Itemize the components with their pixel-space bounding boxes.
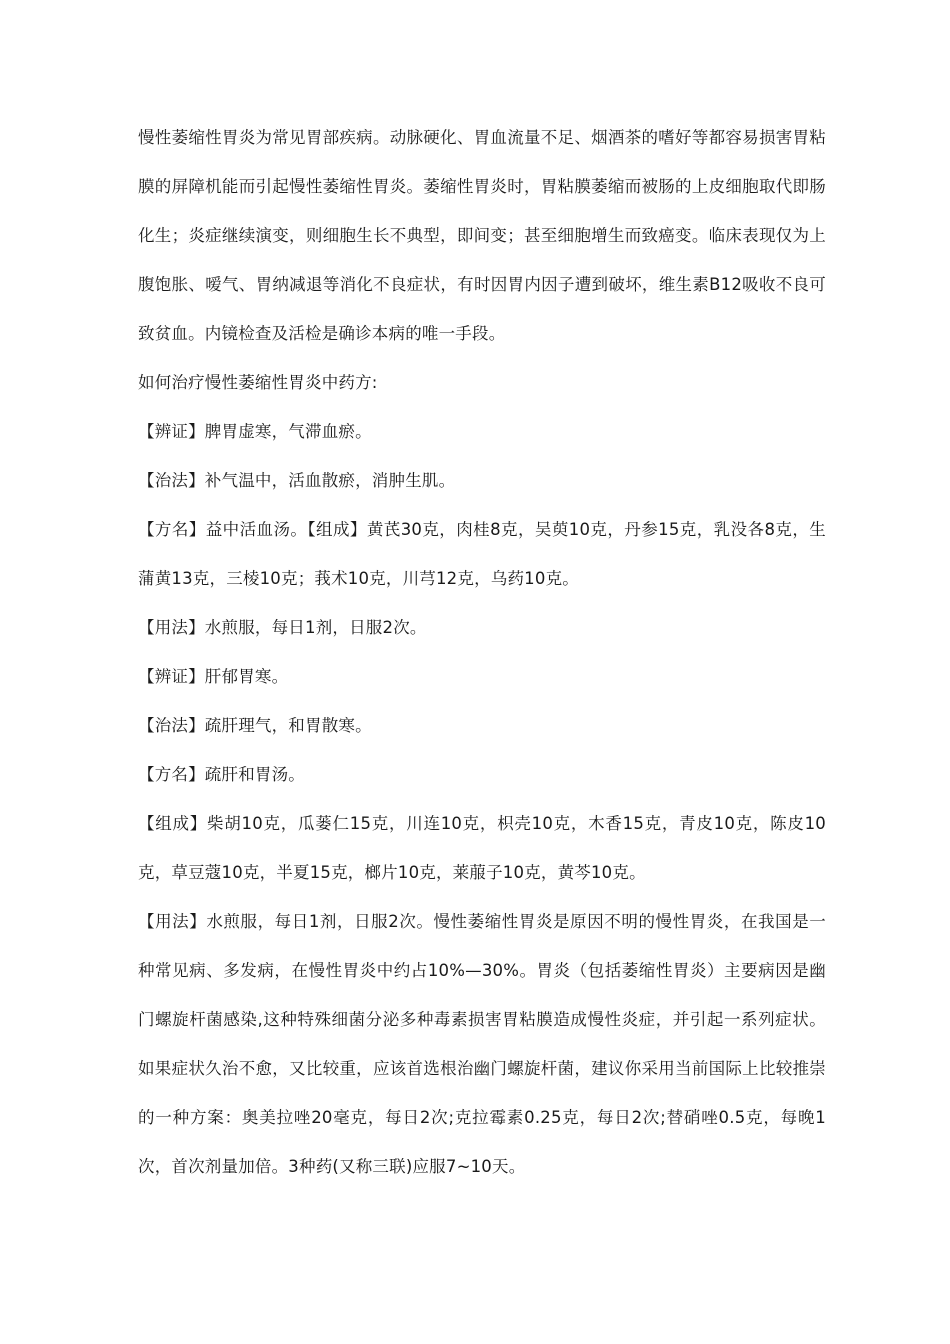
paragraph-usage-1: 【用法】水煎服，每日1剂，日服2次。	[138, 618, 427, 637]
paragraph-formula-1: 【方名】益中活血汤。【组成】黄芪30克，肉桂8克，吴萸10克，丹参15克，乳没各8克，生蒲黄13克，三棱10克；莪术10克，川芎12克，乌药10克。	[138, 520, 826, 588]
paragraph-composition-2: 【组成】柴胡10克，瓜蒌仁15克，川连10克，枳壳10克，木香15克，青皮10克，陈皮10克，草豆蔻10克，半夏15克，榔片10克，莱菔子10克，黄芩10克。	[138, 814, 826, 882]
paragraph-syndrome-2: 【辨证】肝郁胃寒。	[138, 667, 289, 686]
paragraph-formula-name-2: 【方名】疏肝和胃汤。	[138, 765, 305, 784]
paragraph-syndrome-1: 【辨证】脾胃虚寒，气滞血瘀。	[138, 422, 372, 441]
paragraph-question: 如何治疗慢性萎缩性胃炎中药方:	[138, 373, 378, 392]
paragraph-treatment-1: 【治法】补气温中，活血散瘀，消肿生肌。	[138, 471, 456, 490]
paragraph-intro: 慢性萎缩性胃炎为常见胃部疾病。动脉硬化、胃血流量不足、烟酒茶的嗜好等都容易损害胃粘膜的屏障机能而引起慢性萎缩性胃炎。萎缩性胃炎时，胃粘膜萎缩而被肠的上皮细胞取代即肠化生；炎症继续演变，则细胞生长不典型，即间变；甚至细胞增生而致癌变。临床表现仅为上腹饱胀、嗳气、胃纳减退等消化不良症状，有时因胃内因子遭到破坏，维生素B12吸收不良可致贫血。内镜检查及活检是确诊本病的唯一手段。	[138, 128, 826, 343]
paragraph-treatment-2: 【治法】疏肝理气，和胃散寒。	[138, 716, 372, 735]
document-body	[138, 113, 826, 1191]
paragraph-usage-2: 【用法】水煎服，每日1剂，日服2次。慢性萎缩性胃炎是原因不明的慢性胃炎，在我国是一种常见病、多发病，在慢性胃炎中约占10%—30%。胃炎（包括萎缩性胃炎）主要病因是幽门螺旋杆菌感染,这种特殊细菌分泌多种毒素损害胃粘膜造成慢性炎症，并引起一系列症状。如果症状久治不愈，又比较重，应该首选根治幽门螺旋杆菌，建议你采用当前国际上比较推崇的一种方案：奥美拉唑20毫克，每日2次;克拉霉素0.25克，每日2次;替硝唑0.5克，每晚1次，首次剂量加倍。3种药(又称三联)应服7~10天。	[138, 912, 826, 1176]
